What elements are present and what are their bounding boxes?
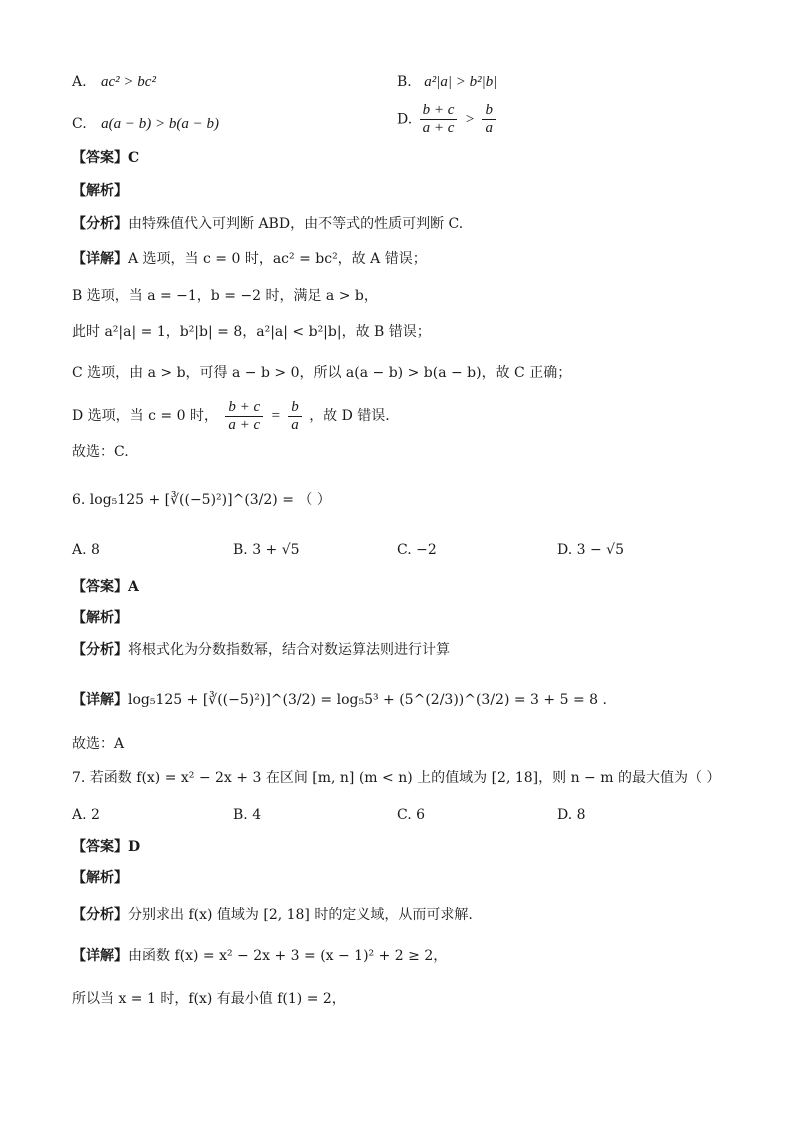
q5-detail-5 bbox=[72, 396, 390, 436]
q6-choose: 故选：A bbox=[72, 736, 125, 752]
q5-detail-4: C 选项，由 a > b，可得 a − b > 0，所以 a(a − b) > b(a − b)，故 C 正确； bbox=[72, 365, 572, 381]
q6-detail-text: log₅125 + [∛((−5)²)]^(3/2) = log₅5³ + (5^(2/3))^(3/2) = 3 + 5 = 8 . bbox=[128, 692, 607, 708]
q7-option-b: B. 4 bbox=[233, 807, 262, 823]
q6-fenxi bbox=[72, 640, 450, 660]
q6-option-c: C. −2 bbox=[397, 542, 437, 558]
q5-option-b-expr: a²|a| > b²|b| bbox=[424, 74, 498, 90]
q5-option-c bbox=[72, 114, 219, 134]
q5-fenxi-text: 由特殊值代入可判断 ABD，由不等式的性质可判断 C. bbox=[128, 216, 464, 232]
q5-detail-5-den-2: a bbox=[291, 416, 299, 433]
q5-detail-5-num-2: b bbox=[288, 399, 302, 417]
q5-option-d-fraction-1 bbox=[420, 102, 458, 137]
q6-fenxi-text: 将根式化为分数指数幂，结合对数运算法则进行计算 bbox=[128, 642, 450, 658]
q5-option-d-den-2: a bbox=[485, 120, 493, 136]
q5-analysis-heading: 【解析】 bbox=[72, 183, 128, 199]
q5-fenxi-tag: 【分析】 bbox=[72, 216, 128, 232]
q5-option-d-den-1: a + c bbox=[422, 120, 455, 136]
q5-detail-2: B 选项，当 a = −1，b = −2 时，满足 a > b， bbox=[72, 288, 378, 304]
q7-option-d: D. 8 bbox=[557, 807, 586, 823]
q6-stem: 6. log₅125 + [∛((−5)²)]^(3/2) = （ ） bbox=[72, 492, 331, 508]
q5-detail-1 bbox=[72, 249, 427, 269]
q7-fenxi-text: 分别求出 f(x) 值域为 [2, 18] 时的定义域，从而可求解. bbox=[128, 907, 473, 923]
q6-option-d: D. 3 − √5 bbox=[557, 542, 624, 558]
q5-option-a-label: A. bbox=[72, 74, 87, 90]
q5-detail-5-fraction-1 bbox=[225, 399, 263, 434]
q5-option-d-label: D. bbox=[397, 111, 413, 128]
q6-fenxi-tag: 【分析】 bbox=[72, 642, 128, 658]
q5-option-c-expr: a(a − b) > b(a − b) bbox=[101, 116, 219, 132]
q5-detail-5-prefix: D 选项，当 c = 0 时， bbox=[72, 408, 218, 424]
q5-fenxi bbox=[72, 214, 463, 234]
q5-detail-1-text: A 选项，当 c = 0 时，ac² = bc²，故 A 错误； bbox=[128, 251, 427, 267]
q5-answer: 【答案】C bbox=[72, 150, 140, 166]
q5-option-c-label: C. bbox=[72, 116, 87, 132]
q5-option-d-gt: > bbox=[464, 111, 475, 128]
q6-option-b: B. 3 + √5 bbox=[233, 542, 300, 558]
q5-option-b-label: B. bbox=[397, 74, 412, 90]
q5-detail-5-eq: = bbox=[270, 408, 281, 424]
q7-detail-1-text: 由函数 f(x) = x² − 2x + 3 = (x − 1)² + 2 ≥ 2， bbox=[128, 948, 448, 964]
q6-option-a: A. 8 bbox=[72, 542, 100, 558]
q5-option-d bbox=[397, 102, 499, 137]
q5-detail-3: 此时 a²|a| = 1，b²|b| = 8，a²|a| < b²|b|，故 B 错误； bbox=[72, 324, 431, 340]
q5-detail-tag: 【详解】 bbox=[72, 251, 128, 267]
q5-option-a-expr: ac² > bc² bbox=[101, 74, 156, 90]
q7-detail-2: 所以当 x = 1 时，f(x) 有最小值 f(1) = 2， bbox=[72, 991, 346, 1007]
q6-detail bbox=[72, 690, 607, 710]
q7-option-a: A. 2 bbox=[72, 807, 100, 823]
q5-option-d-fraction-2 bbox=[482, 102, 496, 137]
q6-answer: 【答案】A bbox=[72, 579, 139, 595]
q7-detail-tag: 【详解】 bbox=[72, 948, 128, 964]
q5-option-b bbox=[397, 72, 497, 92]
q5-option-d-num-2: b bbox=[482, 102, 496, 120]
q7-fenxi-tag: 【分析】 bbox=[72, 907, 128, 923]
q5-option-a bbox=[72, 72, 156, 92]
q7-detail-1 bbox=[72, 946, 447, 966]
q5-detail-5-num-1: b + c bbox=[225, 399, 263, 417]
q5-detail-5-fraction-2 bbox=[288, 399, 302, 434]
q7-analysis-heading: 【解析】 bbox=[72, 870, 128, 886]
q7-answer: 【答案】D bbox=[72, 839, 141, 855]
q7-option-c: C. 6 bbox=[397, 807, 426, 823]
q5-choose: 故选：C. bbox=[72, 444, 129, 460]
q5-option-d-num-1: b + c bbox=[420, 102, 458, 120]
q6-detail-tag: 【详解】 bbox=[72, 692, 128, 708]
q5-detail-5-den-1: a + c bbox=[228, 416, 261, 433]
q6-analysis-heading: 【解析】 bbox=[72, 610, 128, 626]
q5-detail-5-suffix: ，故 D 错误. bbox=[309, 408, 390, 424]
q7-stem: 7. 若函数 f(x) = x² − 2x + 3 在区间 [m, n] (m < n) 上的值域为 [2, 18]，则 n − m 的最大值为（ ） bbox=[72, 770, 721, 786]
q7-fenxi bbox=[72, 905, 473, 925]
